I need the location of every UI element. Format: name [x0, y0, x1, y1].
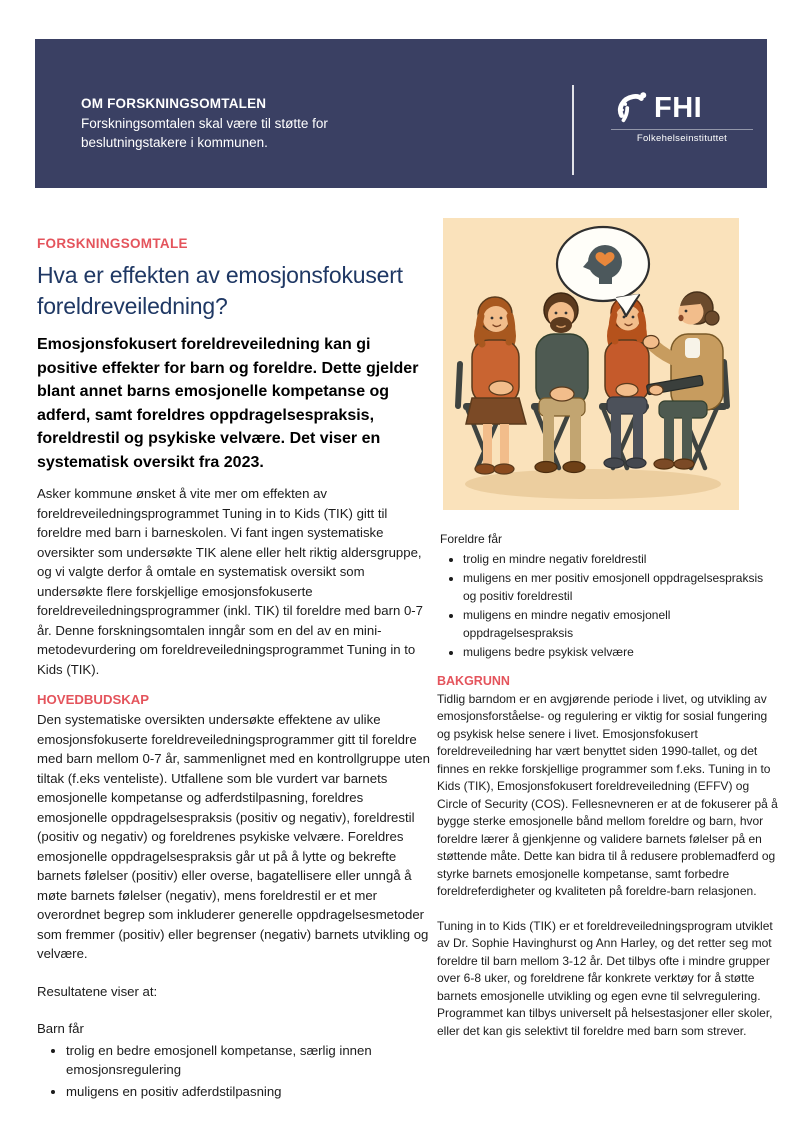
results-label: Resultatene viser at: [37, 983, 158, 999]
left-column [37, 236, 434, 1103]
kicker-label: FORSKNINGSOMTALE [37, 236, 188, 251]
header-about [81, 96, 411, 152]
right-column [437, 218, 778, 1040]
header-band [35, 39, 767, 188]
fhi-logo-rule [611, 129, 753, 130]
list-item: • trolig en bedre emosjonell kompetanse, særlig innen emosjonsregulering [66, 1041, 434, 1080]
bakgrunn-heading: BAKGRUNN [437, 673, 510, 688]
header-about-heading: OM FORSKNINGSOMTALEN [81, 96, 267, 111]
fhi-logo-text: FHI [654, 91, 703, 124]
lead-paragraph: Emosjonsfokusert foreldreveiledning kan gi positive effekter for barn og foreldre. Dette gjelder blant annet barns emosjonelle kompetanse og adferd, samt foreldres oppdragelsespraksis, foreldrestil og psykiske velvære. Det viser en systematisk oversikt fra 2023. [37, 336, 419, 471]
bakgrunn-paragraph-2: Tuning in to Kids (TIK) er et foreldreveiledningsprogram utviklet av Dr. Sophie Havinghurst og Ann Harley, og det retter seg mot foreldre til barn mellom 3-12 år. Det tilbys ofte i mindre grupper over 6-8 uker, og foreldrene får konkrete verktøy for å støtte barnets emosjonelle utvikling og egen evne til selvregulering. Programmet kan tilbys universelt på helsestasjoner eller skoler, eller det kan gis selektivt til foreldre med barn som strever. [437, 918, 773, 1038]
children-bullet-list [37, 1041, 434, 1102]
bakgrunn-paragraph-1: Tidlig barndom er en avgjørende periode i livet, og utvikling av emosjonsforståelse- og regulering er viktig for sosial fungering og psykisk helse senere i livet. Emosjonsfokusert foreldreveiledning har vært benyttet siden 1990-tallet, og det finnes en rekke forskjellige programmer som f.eks. Tuning in to Kids (TIK), Emosjonsfokusert foreldreveiledning (EFFV) og Circle of Security (COS). Fellesnevneren er at de fokuserer på å bygge sterke emosjonelle bånd mellom foreldre og barn, hvor foreldre lærer å gjenkjenne og validere barnets følelser på en støttende måte. Dette kan bidra til å redusere problemadferd og styrke barnets emosjonelle kompetanse, samt forbedre foreldreferdigheter og kvaliteten på foreldre-barn relasjonen. [437, 691, 778, 898]
header-about-body: Forskningsomtalen skal være til støtte for beslutningstakere i kommunen. [81, 116, 328, 150]
intro-paragraph: Asker kommune ønsket å vite mer om effekten av foreldreveiledningsprogrammet Tuning in to Kids (TIK) gitt til foreldre med barn i barneskolen. Vi fant ingen systematiske oversikter som undersøkte TIK alene eller helt riktig aldersgruppe, og vi valgte derfor å omtale en systematisk oversikt som undersøkte flere forskjellige emosjonsfokuserte foreldreveiledningsprogrammer (inkl. TIK) til foreldre med barn 0-7 år. Denne forskningsomtalen inngår som en del av en mini-metodevurdering om foreldreveiledningsprogrammet Tuning in to Kids (TIK). [37, 486, 424, 677]
fhi-logo [607, 91, 757, 144]
header-divider [572, 85, 574, 175]
list-item: • muligens en mindre negativ emosjonell oppdragelsespraksis [463, 607, 778, 642]
group-counseling-illustration [443, 218, 739, 510]
hovedbudskap-heading: HOVEDBUDSKAP [37, 692, 150, 707]
hovedbudskap-paragraph: Den systematiske oversikten undersøkte effektene av ulike emosjonsfokuserte foreldreveiledningsprogrammer gitt til foreldre med barn mellom 0-7 år, sammenlignet med en kontrollgruppe uten tiltak (f.eks venteliste). Utfallene som ble vurdert var barnets emosjonelle kompetanse og adferdstilpasning, foreldres emosjonelle oppdragelsespraksis (positiv og negativ), foreldrestil (positiv og negativ) og foreldrenes psykiske velvære. Foreldres emosjonelle oppdragelsespraksis går ut på å lytte og bekrefte barnets følelser (positiv) eller overse, bagatellisere eller unngå å møte barnets følelser (negativ), mens foreldrestil er et mer overordnet begrep som inkluderer generelle oppdragelsesmetoder som fremmer (positiv) eller begrenser (negativ) barnets utvikling og velvære. [37, 712, 430, 961]
children-list-heading: Barn får [37, 1021, 84, 1036]
page-title: Hva er effekten av emosjonsfokusert foreldreveiledning? [37, 262, 403, 319]
fhi-logo-icon [615, 91, 647, 125]
list-item: • muligens bedre psykisk velvære [463, 644, 778, 662]
list-item: • trolig en mindre negativ foreldrestil [463, 551, 778, 569]
list-item: • muligens en mer positiv emosjonell oppdragelsespraksis og positiv foreldrestil [463, 570, 778, 605]
parents-bullet-list [437, 551, 778, 662]
list-item: • muligens en positiv adferdstilpasning [66, 1082, 434, 1102]
fhi-logo-subtext: Folkehelseinstituttet [636, 133, 728, 144]
parents-list-heading: Foreldre får [440, 532, 503, 546]
